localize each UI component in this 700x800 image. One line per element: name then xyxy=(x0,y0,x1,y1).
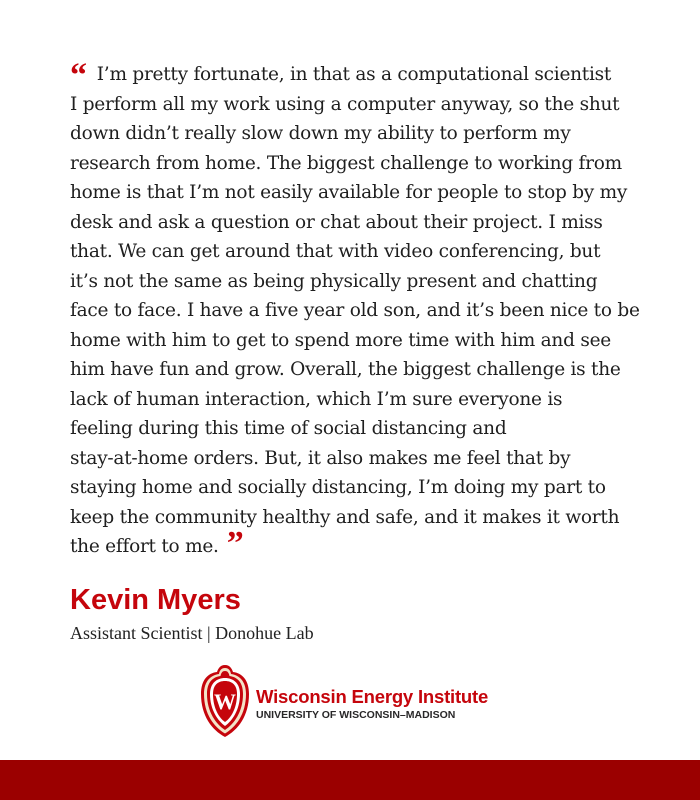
quote-block xyxy=(70,57,660,562)
quote-line-2: I perform all my work using a computer anyway, so the shut xyxy=(70,93,620,115)
footer-bar xyxy=(0,760,700,800)
quote-line-7: that. We can get around that with video conferencing, but xyxy=(70,241,601,262)
quote-line-11: him have fun and grow. Overall, the biggest challenge is the xyxy=(70,359,621,380)
quote-line-text: the effort to me. xyxy=(70,536,219,557)
logo-subtitle: UNIVERSITY OF WISCONSIN–MADISON xyxy=(256,709,456,721)
quote-line-5: home is that I’m not easily available for people to stop by my xyxy=(70,182,628,203)
quote-line-14: stay-at-home orders. But, it also makes me feel that by xyxy=(70,447,571,469)
quote-line-16: keep the community healthy and safe, and it makes it worth xyxy=(70,506,620,528)
uw-crest-icon xyxy=(200,664,250,738)
quote-line-4: research from home. The biggest challenge to working from xyxy=(70,152,622,174)
quote-line-text: I’m pretty fortunate, in that as a computational scientist xyxy=(96,64,612,85)
wisconsin-energy-institute-logo xyxy=(200,664,510,738)
author-title: Assistant Scientist | Donohue Lab xyxy=(70,623,314,643)
quote-line-8: it’s not the same as being physically present and chatting xyxy=(70,270,598,292)
crest-letter: W xyxy=(214,689,236,714)
quote-line-6: desk and ask a question or chat about their project. I miss xyxy=(70,211,603,233)
quote-line-12: lack of human interaction, which I’m sure everyone is xyxy=(70,388,563,410)
author-name: Kevin Myers xyxy=(70,584,241,616)
open-quote-mark: “ xyxy=(70,57,87,94)
quote-line-17 xyxy=(70,525,660,562)
quote-line-13: feeling during this time of social distancing and xyxy=(70,418,507,439)
quote-line-10: home with him to get to spend more time with him and see xyxy=(70,329,611,351)
close-quote-mark: ” xyxy=(226,525,244,562)
quote-line-9: face to face. I have a five year old son, and it’s been nice to be xyxy=(70,300,640,321)
quote-line-3: down didn’t really slow down my ability to perform my xyxy=(70,123,571,144)
logo-name: Wisconsin Energy Institute xyxy=(256,686,489,707)
quote-line-15: staying home and socially distancing, I’m doing my part to xyxy=(70,477,606,498)
quote-line-1 xyxy=(70,57,660,94)
